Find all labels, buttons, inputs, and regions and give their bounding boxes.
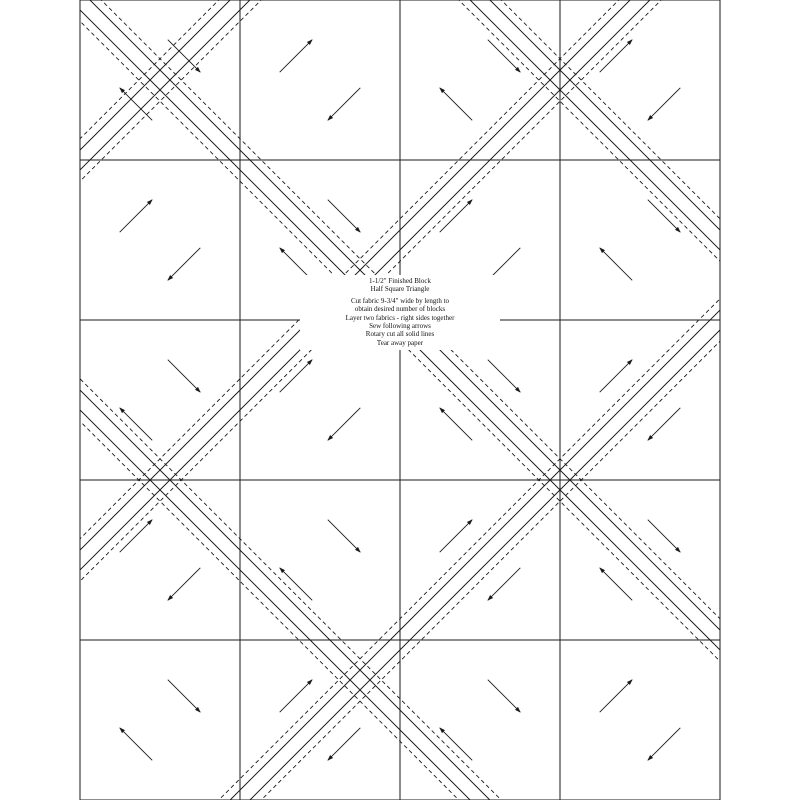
sewing-arrow — [120, 408, 153, 441]
sewing-arrow — [440, 520, 473, 553]
sewing-arrow — [600, 680, 633, 713]
sewing-arrow — [168, 680, 201, 713]
diagonal-sewing-line — [19, 0, 800, 800]
sewing-arrow — [328, 520, 361, 553]
diagonal-cut-line — [290, 0, 800, 800]
sewing-arrow — [120, 88, 153, 121]
sewing-arrow — [488, 40, 521, 73]
sewing-arrow — [440, 200, 473, 233]
sewing-arrow — [440, 88, 473, 121]
sewing-arrow — [440, 728, 473, 761]
sewing-arrow — [440, 408, 473, 441]
sewing-arrow — [648, 408, 681, 441]
sewing-arrow — [600, 248, 633, 281]
grid-cut-lines — [80, 0, 720, 800]
block-subtitle: Half Square Triangle — [370, 285, 430, 294]
sewing-arrow — [488, 680, 521, 713]
sewing-arrow — [168, 360, 201, 393]
sewing-arrow — [488, 568, 521, 601]
sewing-arrow — [328, 728, 361, 761]
diagonal-cut-line — [50, 0, 800, 800]
sewing-arrow — [280, 680, 313, 713]
step-tear-paper: Tear away paper — [376, 338, 424, 347]
sewing-arrow — [328, 88, 361, 121]
sewing-arrow — [120, 728, 153, 761]
sewing-arrow — [280, 568, 313, 601]
sewing-arrow — [600, 360, 633, 393]
sewing-arrow — [648, 520, 681, 553]
step-cut-fabric: Cut fabric 9-3/4" wide by length to — [350, 296, 450, 305]
sewing-arrow — [648, 728, 681, 761]
diagonal-sewing-line — [61, 0, 800, 800]
diagonal-cut-line — [30, 0, 800, 800]
sewing-arrow — [168, 568, 201, 601]
sewing-arrow — [280, 360, 313, 393]
sewing-arrow — [600, 568, 633, 601]
sewing-arrow — [168, 248, 201, 281]
sewing-arrow — [488, 360, 521, 393]
block-title: 1-1/2" Finished Block — [369, 277, 431, 285]
sewing-arrow — [120, 520, 153, 553]
step-layer-fabrics: Layer two fabrics - right sides together — [345, 313, 455, 322]
sewing-arrow — [328, 200, 361, 233]
sewing-arrow — [120, 200, 153, 233]
step-cut-fabric-cont: obtain desired number of blocks — [354, 305, 446, 314]
sewing-arrow — [168, 40, 201, 73]
instructions-block — [300, 275, 500, 350]
sewing-arrow — [648, 88, 681, 121]
sewing-arrow — [600, 40, 633, 73]
step-sew-arrows: Sew following arrows — [369, 322, 431, 331]
sewing-arrow — [648, 200, 681, 233]
sewing-arrow — [328, 408, 361, 441]
step-rotary-cut: Rotary cut all solid lines — [365, 330, 435, 339]
diagonal-sewing-line — [301, 0, 800, 800]
sewing-arrow — [280, 40, 313, 73]
